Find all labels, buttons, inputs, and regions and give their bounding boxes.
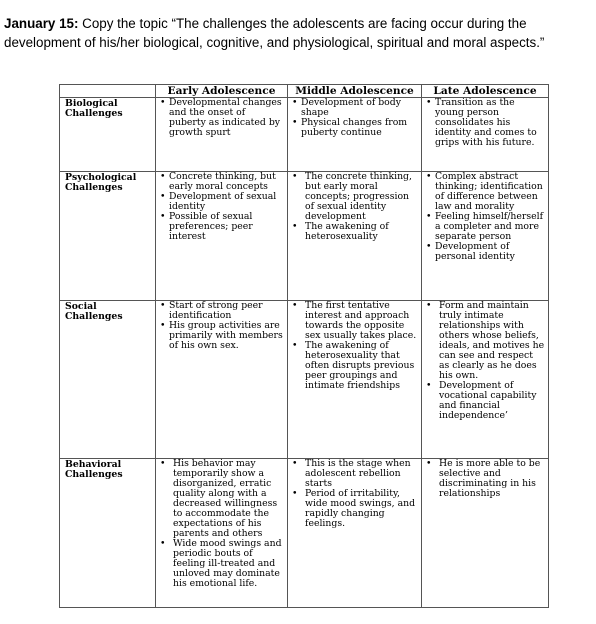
list-item: • Development of sexual identity	[159, 192, 284, 212]
list-item: • Feeling himself/herself a completer and more separate person	[425, 212, 545, 242]
header-middle-adolescence: Middle Adolescence	[288, 85, 422, 98]
instruction-text	[4, 14, 590, 52]
table-row	[60, 98, 549, 172]
row-label-psychological: Psychological Challenges	[60, 172, 156, 301]
cell-biological-middle	[288, 98, 422, 172]
cell-behavioral-late	[422, 459, 549, 608]
list-item: • The first tentative interest and approach towards the opposite sex usually takes place.	[291, 301, 418, 341]
cell-biological-early	[156, 98, 288, 172]
row-label-biological: Biological Challenges	[60, 98, 156, 172]
cell-behavioral-early	[156, 459, 288, 608]
cell-social-middle	[288, 301, 422, 459]
table-header-row	[60, 85, 549, 98]
list-item: • Developmental changes and the onset of puberty as indicated by growth spurt	[159, 98, 284, 138]
cell-social-early	[156, 301, 288, 459]
instruction-date: January 15:	[4, 16, 79, 31]
list-item: • Transition as the young person consolidates his identity and comes to grips with his future.	[425, 98, 545, 148]
row-label-behavioral: Behavioral Challenges	[60, 459, 156, 608]
list-item: • Period of irritability, wide mood swings, and rapidly changing feelings.	[291, 489, 418, 529]
table-row	[60, 172, 549, 301]
cell-social-late	[422, 301, 549, 459]
list-item: • Possible of sexual preferences; peer interest	[159, 212, 284, 242]
list-item: • Start of strong peer identification	[159, 301, 284, 321]
row-label-social: Social Challenges	[60, 301, 156, 459]
cell-psychological-late	[422, 172, 549, 301]
header-corner	[60, 85, 156, 98]
list-item: • Physical changes from puberty continue	[291, 118, 418, 138]
list-item: • Concrete thinking, but early moral concepts	[159, 172, 284, 192]
list-item: • Wide mood swings and periodic bouts of feeling ill-treated and unloved may dominate his emotional life.	[159, 539, 284, 589]
cell-behavioral-middle	[288, 459, 422, 608]
table-row	[60, 459, 549, 608]
cell-psychological-early	[156, 172, 288, 301]
list-item: • Development of body shape	[291, 98, 418, 118]
list-item: • Complex abstract thinking; identification of difference between law and morality	[425, 172, 545, 212]
header-early-adolescence: Early Adolescence	[156, 85, 288, 98]
list-item: • He is more able to be selective and discriminating in his relationships	[425, 459, 545, 499]
table-row	[60, 301, 549, 459]
list-item: • The awakening of heterosexuality that often disrupts previous peer groupings and intimate friendships	[291, 341, 418, 391]
cell-psychological-middle	[288, 172, 422, 301]
adolescence-challenges-table	[59, 84, 549, 608]
list-item: • Form and maintain truly intimate relationships with others whose beliefs, ideals, and motives he can see and respect as clearly as he does his own.	[425, 301, 545, 381]
list-item: • His behavior may temporarily show a disorganized, erratic quality along with a decreased willingness to accommodate the expectations of his parents and others	[159, 459, 284, 539]
cell-biological-late	[422, 98, 549, 172]
list-item: • This is the stage when adolescent rebellion starts	[291, 459, 418, 489]
list-item: • The concrete thinking, but early moral concepts; progression of sexual identity development	[291, 172, 418, 222]
instruction-body: Copy the topic “The challenges the adolescents are facing occur during the development of his/her biological, cognitive, and physiological, spiritual and moral aspects.”	[4, 16, 545, 50]
list-item: • Development of personal identity	[425, 242, 545, 262]
header-late-adolescence: Late Adolescence	[422, 85, 549, 98]
list-item: • Development of vocational capability and financial independence’	[425, 381, 545, 421]
list-item: • His group activities are primarily with members of his own sex.	[159, 321, 284, 351]
list-item: • The awakening of heterosexuality	[291, 222, 418, 242]
